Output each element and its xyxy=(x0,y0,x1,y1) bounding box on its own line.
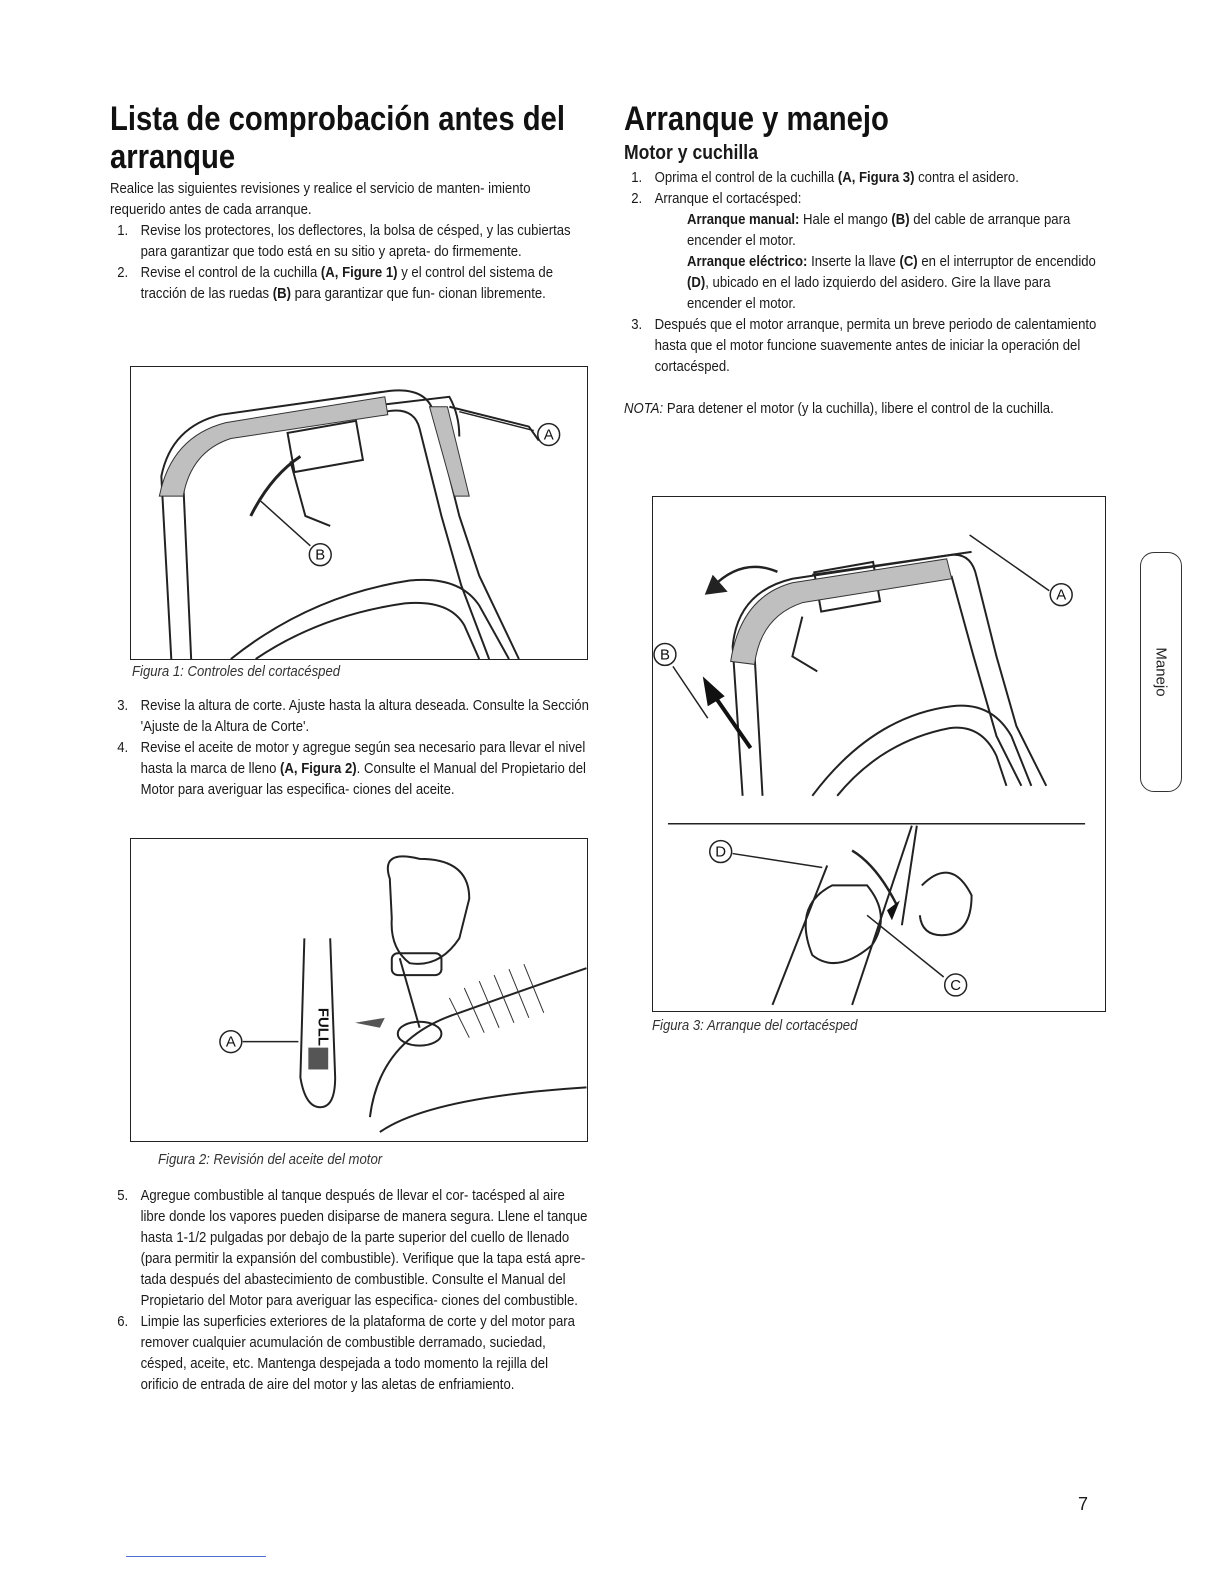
section-title-starting: Arranque y manejo xyxy=(624,100,889,138)
figure-2-caption: Figura 2: Revisión del aceite del motor xyxy=(158,1152,383,1168)
list-item: 5. Agregue combustible al tanque después de llevar el cor- tacésped al aire libre donde los vapores pueden disiparse de manera segura. Llene el tanque hasta 1-1/2 pulgadas por debajo de la parte superior del cuello de llenado (para permitir la expansión del combustible). Verifique que la tapa está apre- tada después del abastecimiento de combustible. Consulte el Manual del Propietario del Motor para averiguar las especifica- ciones del combustible. xyxy=(117,1188,588,1309)
left-column-continued xyxy=(110,696,590,801)
label-b: B xyxy=(659,646,670,664)
figure-1-mower-controls xyxy=(130,366,588,660)
checklist-list-a xyxy=(110,221,590,305)
figure-3-mower-start xyxy=(652,496,1106,1012)
figure-2-oil-check xyxy=(130,838,588,1142)
checklist-list-c xyxy=(110,1186,590,1396)
mower-handle-illustration xyxy=(131,367,587,659)
left-column xyxy=(110,100,590,305)
side-tab-manejo: Manejo xyxy=(1140,552,1182,792)
label-b: B xyxy=(315,547,326,564)
checklist-intro: Realice las siguientes revisiones y realice el servicio de manten- imiento requerido antes de cada arranque. xyxy=(110,181,531,218)
mower-start-illustration xyxy=(653,497,1105,1011)
starting-steps xyxy=(624,168,1104,378)
list-item: 2. Revise el control de la cuchilla (A, Figure 1) y el control del sistema de tracción de las ruedas (B) para garantizar que fun- cionan libremente. xyxy=(117,265,554,302)
page-number: 7 xyxy=(1078,1494,1089,1514)
electric-start-step: Arranque eléctrico: Inserte la llave (C) en el interruptor de encendido (D), ubicado en el lado izquierdo del asidero. Gire la llave para encender el motor. xyxy=(687,254,1096,312)
oil-dipstick-illustration xyxy=(131,839,587,1141)
figure-3-caption: Figura 3: Arranque del cortacésped xyxy=(652,1018,858,1034)
manual-start-step: Arranque manual: Hale el mango (B) del cable de arranque para encender el motor. xyxy=(687,212,1071,249)
list-item: 1. Revise los protectores, los deflectores, la bolsa de césped, y las cubiertas para garantizar que todo está en su sitio y apreta- do firmemente. xyxy=(117,223,571,260)
list-item: 1. Oprima el control de la cuchilla (A, Figura 3) contra el asidero. xyxy=(631,170,1019,186)
label-a: A xyxy=(543,427,554,444)
figure-1-caption: Figura 1: Controles del cortacésped xyxy=(132,664,341,680)
list-item: 6. Limpie las superficies exteriores de la plataforma de corte y del motor para remover cualquier acumulación de combustible derramado, suciedad, césped, aceite, etc. Mantenga despejada a todo momento la rejilla del orificio de entrada de aire del motor y las aletas de enfriamiento. xyxy=(117,1314,575,1393)
note: NOTA: Para detener el motor (y la cuchilla), libere el control de la cuchilla. xyxy=(624,401,1054,417)
list-item: 3. Después que el motor arranque, permita un breve periodo de calentamiento hasta que el motor funcione suavemente antes de iniciar la operación del cortacésped. xyxy=(631,317,1097,375)
list-item: 2. Arranque el cortacésped: Arranque manual: Hale el mango (B) del cable de arranque para encender el motor. Arranque eléctrico: Inserte la llave (C) en el interruptor de encendido (D), ubicado en el lado izquierdo del asidero. Gire la llave para encender el motor. xyxy=(624,189,1104,315)
dipstick-full-mark: FULL xyxy=(314,1007,331,1046)
right-column xyxy=(624,100,1104,420)
section-title-checklist: Lista de comprobación antes del arranque xyxy=(110,100,565,176)
label-d: D xyxy=(715,843,727,861)
subsection-title-engine-blade: Motor y cuchilla xyxy=(624,142,758,164)
label-a: A xyxy=(1056,586,1067,604)
left-column-final xyxy=(110,1186,590,1396)
label-c: C xyxy=(950,976,962,994)
label-a: A xyxy=(225,1034,236,1051)
list-item: 4. Revise el aceite de motor y agregue según sea necesario para llevar el nivel hasta la marca de lleno (A, Figura 2). Consulte el Manual del Propietario del Motor para averiguar las especifica- ciones del aceite. xyxy=(117,740,586,798)
footer-rule xyxy=(126,1556,266,1557)
list-item: 3. Revise la altura de corte. Ajuste hasta la altura deseada. Consulte la Sección 'Ajuste de la Altura de Corte'. xyxy=(117,698,589,735)
checklist-list-b xyxy=(110,696,590,801)
